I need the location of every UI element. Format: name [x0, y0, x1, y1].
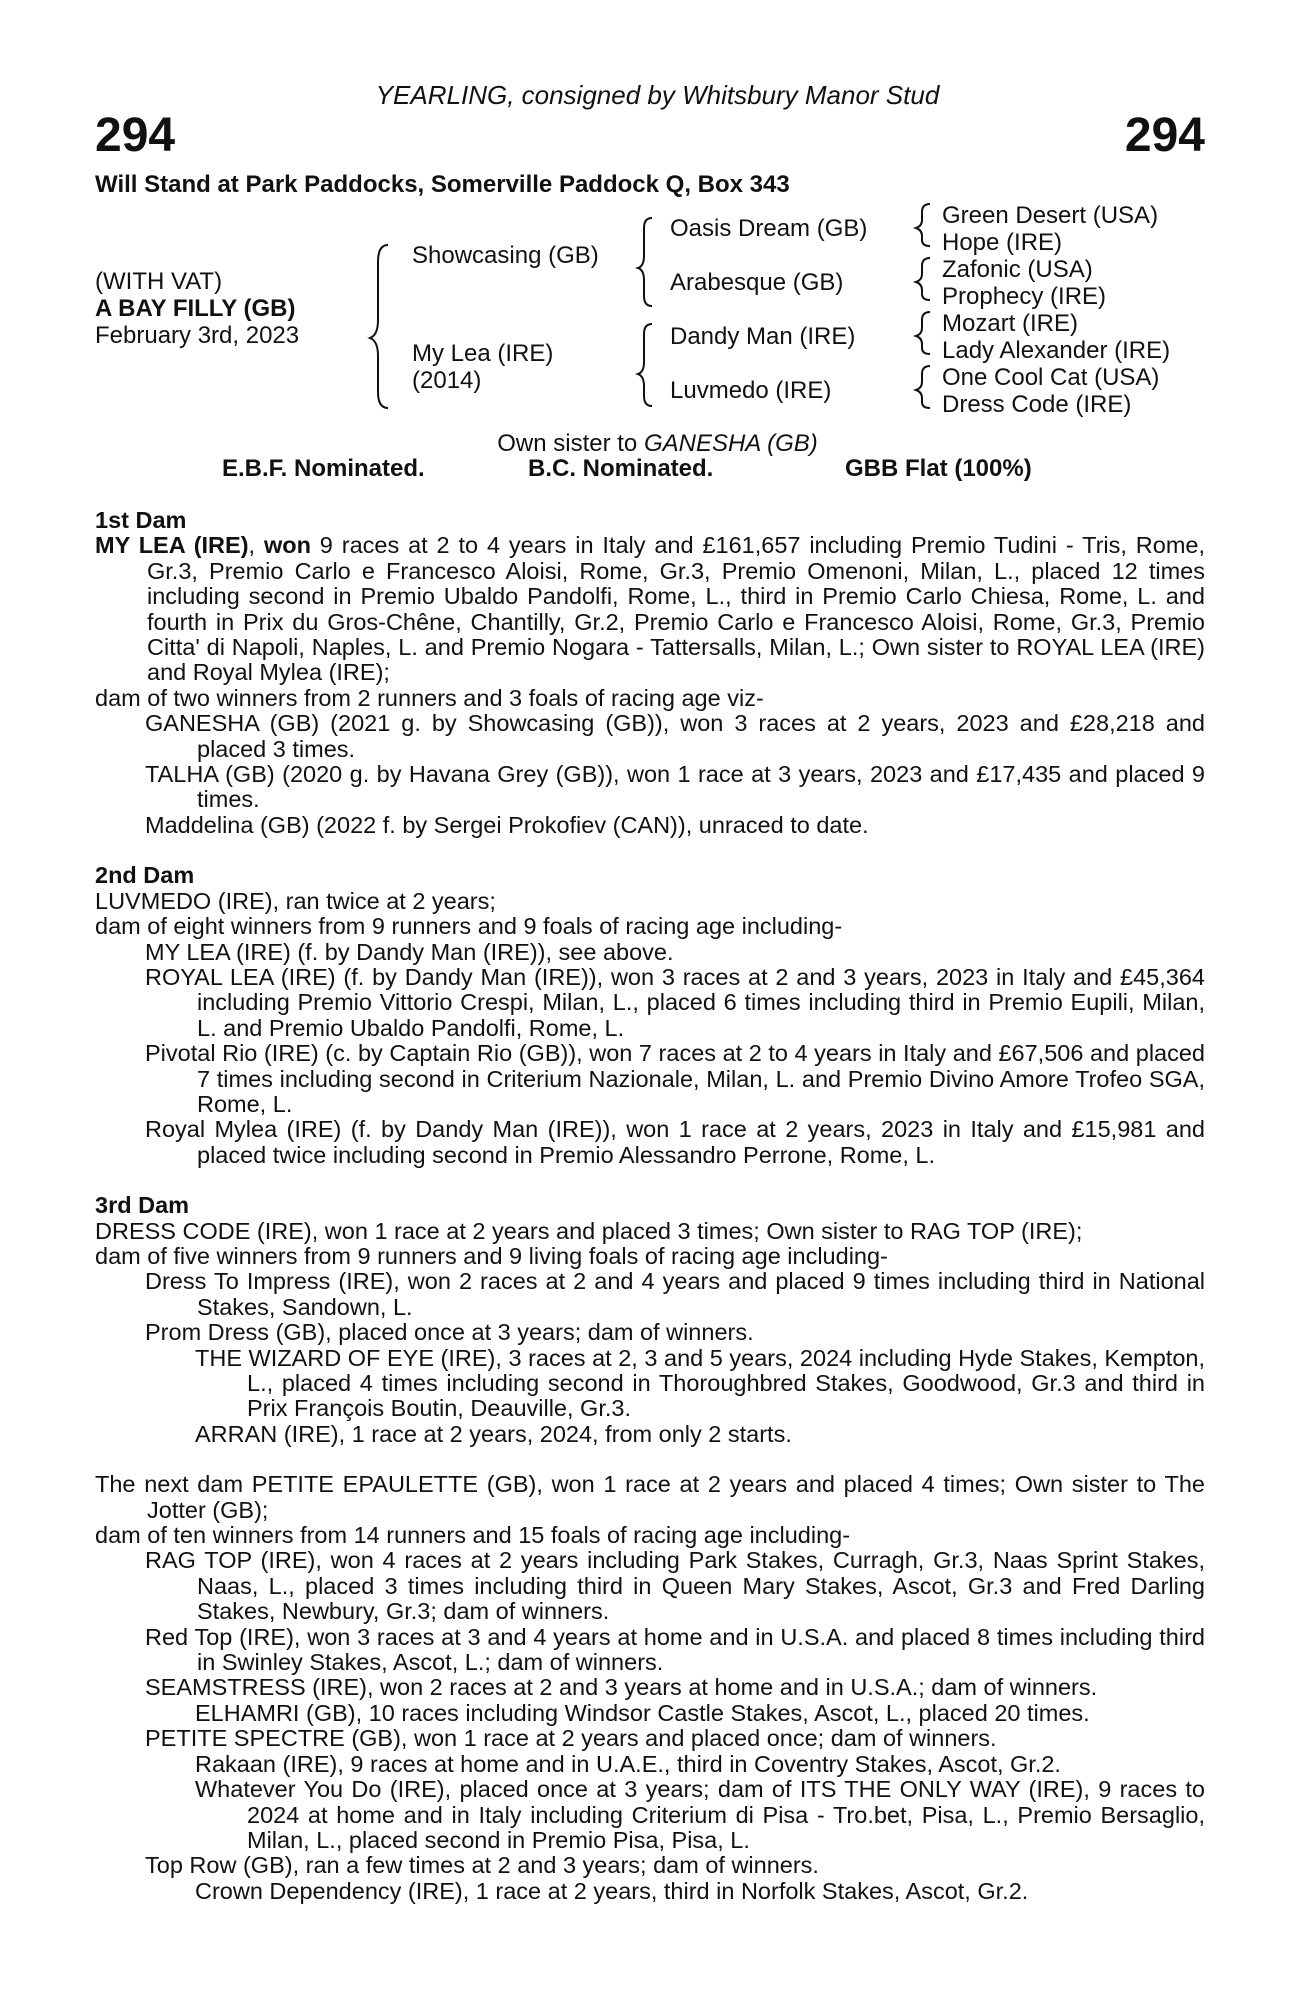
own-sister-prefix: Own sister to [497, 430, 644, 457]
produce-item: Whatever You Do (IRE), placed once at 3 years; dam of ITS THE ONLY WAY (IRE), 9 races to 2024 at home and in Italy including Criterium di Pisa - Tro.bet, Pisa, L., Premio Bersaglio, Milan, L., placed second in Premio Pisa, Pisa, L. [195, 1776, 1205, 1853]
produce-item: Rakaan (IRE), 9 races at home and in U.A.E., third in Coventry Stakes, Ascot, Gr.2. [195, 1750, 1061, 1777]
produce-item: RAG TOP (IRE), won 4 races at 2 years including Park Stakes, Curragh, Gr.3, Naas Sprint Stakes, Naas, L., placed 3 times including third in Queen Mary Stakes, Ascot, Gr.3 and Fred Darling Stakes, Newbury, Gr.3; dam of winners. [145, 1547, 1205, 1625]
ggp-2: Hope (IRE) [942, 229, 1063, 256]
brace-dam-line [638, 324, 652, 406]
sire-sire: Oasis Dream (GB) [670, 215, 868, 242]
dam-name: My Lea (IRE) [412, 340, 554, 367]
produce-item: Red Top (IRE), won 3 races at 3 and 4 years at home and in U.S.A. and placed 8 times including third in Swinley Stakes, Ascot, L.; dam of winners. [145, 1623, 1205, 1676]
brace-parents [370, 245, 388, 408]
produce-item: Crown Dependency (IRE), 1 race at 2 years, third in Norfolk Stakes, Ascot, Gr.2. [195, 1877, 1029, 1904]
brace-ggp-4 [916, 366, 930, 408]
ggp-8: Dress Code (IRE) [942, 391, 1132, 418]
produce-item: ELHAMRI (GB), 10 races including Windsor Castle Stakes, Ascot, L., placed 20 times. [195, 1699, 1090, 1726]
ggp-6: Lady Alexander (IRE) [942, 337, 1171, 364]
produce-item: MY LEA (IRE) (f. by Dandy Man (IRE)), see above. [145, 938, 674, 965]
produce-item: GANESHA (GB) (2021 g. by Showcasing (GB)), won 3 races at 2 years, 2023 and £28,218 and placed 3 times. [145, 710, 1205, 762]
first-dam-heading: 1st Dam [95, 507, 187, 533]
brace-ggp-3 [916, 312, 930, 354]
second-dam-record: LUVMEDO (IRE), ran twice at 2 years; [95, 887, 496, 914]
produce-item: Maddelina (GB) (2022 f. by Sergei Prokofiev (CAN)), unraced to date. [145, 811, 869, 838]
produce-item: ARRAN (IRE), 1 race at 2 years, 2024, from only 2 starts. [195, 1420, 792, 1447]
produce-item: SEAMSTRESS (IRE), won 2 races at 2 and 3 years at home and in U.S.A.; dam of winners. [145, 1674, 1098, 1701]
lot-number-left: 294 [95, 109, 176, 162]
second-dam-heading: 2nd Dam [95, 862, 195, 889]
produce-item: Top Row (GB), ran a few times at 2 and 3 years; dam of winners. [145, 1852, 819, 1879]
own-sister-line [0, 430, 1315, 458]
ggp-1: Green Desert (USA) [942, 202, 1159, 229]
horse-name: A BAY FILLY (GB) [95, 295, 296, 322]
bc-nomination: B.C. Nominated. [528, 455, 714, 482]
ebf-nomination: E.B.F. Nominated. [222, 455, 425, 482]
produce-item: Pivotal Rio (IRE) (c. by Captain Rio (GB)), won 7 races at 2 to 4 years in Italy and £67,506 and placed 7 times including second in Criterium Nazionale, Milan, L. and Premio Divino Amore Trofeo SGA, Rome, L. [145, 1040, 1205, 1117]
produce-item: TALHA (GB) (2020 g. by Havana Grey (GB)), won 1 race at 3 years, 2023 and £17,435 and placed 9 times. [145, 761, 1205, 813]
third-dam-produce-summary: dam of five winners from 9 runners and 9 living foals of racing age including- [95, 1242, 888, 1269]
sire-dam: Arabesque (GB) [670, 269, 844, 296]
catalogue-subtitle: YEARLING, consigned by Whitsbury Manor Stud [375, 80, 940, 110]
third-dam-heading: 3rd Dam [95, 1192, 190, 1219]
produce-item: ROYAL LEA (IRE) (f. by Dandy Man (IRE)), won 3 races at 2 and 3 years, 2023 in Italy and £45,364 including Premio Vittorio Crespi, Milan, L., placed 6 times including third in Premio Eupili, Milan, L. and Premio Ubaldo Pandolfi, Rome, L. [145, 963, 1205, 1041]
ggp-4: Prophecy (IRE) [942, 283, 1107, 310]
dam-dam: Luvmedo (IRE) [670, 377, 832, 404]
next-dam-record: The next dam PETITE EPAULETTE (GB), won 1 race at 2 years and placed 4 times; Own sister to The Jotter (GB); [95, 1471, 1205, 1523]
brace-ggp-2 [916, 258, 930, 300]
ggp-5: Mozart (IRE) [942, 310, 1079, 337]
dam-lines [95, 508, 1205, 1904]
dam-year: (2014) [412, 367, 482, 394]
first-dam-text: 9 races at 2 to 4 years in Italy and £161,657 including Premio Tudini - Tris, Rome, Gr.3, Premio Carlo e Francesco Aloisi, Rome, Gr.3, Premio Omenoni, Milan, L., placed 12 times including second in Premio Ubaldo Pandolfi, Rome, L., third in Premio Carlo Chiesa, Rome, L. and fourth in Prix du Gros-Chêne, Chantilly, Gr.2, Premio Carlo e Francesco Aloisi, Rome, Gr.3, Premio Citta' di Napoli, Naples, L. and Premio Nogara - Tattersalls, Milan, L.; Own sister to ROYAL LEA (IRE) and Royal Mylea (IRE); [147, 532, 1206, 686]
ggp-3: Zafonic (USA) [942, 256, 1093, 283]
foaling-date: February 3rd, 2023 [95, 322, 300, 349]
brace-sire-line [638, 218, 652, 306]
third-dam-record: DRESS CODE (IRE), won 1 race at 2 years and placed 3 times; Own sister to RAG TOP (IRE); [95, 1217, 1083, 1244]
dam-sire: Dandy Man (IRE) [670, 323, 856, 350]
gbb-flat: GBB Flat (100%) [845, 455, 1032, 482]
sire-name: Showcasing (GB) [412, 242, 599, 269]
lot-number-right: 294 [1124, 109, 1205, 162]
second-dam-produce-summary: dam of eight winners from 9 runners and 9 foals of racing age including- [95, 913, 843, 940]
brace-ggp-1 [916, 204, 930, 246]
produce-item: PETITE SPECTRE (GB), won 1 race at 2 years and placed once; dam of winners. [145, 1725, 997, 1752]
first-dam-name: MY LEA (IRE) [95, 532, 249, 559]
vat-note: (WITH VAT) [95, 268, 223, 295]
produce-item: THE WIZARD OF EYE (IRE), 3 races at 2, 3 and 5 years, 2024 including Hyde Stakes, Kempton, L., placed 4 times including second in Thoroughbred Stakes, Goodwood, Gr.3 and third in Prix François Boutin, Deauville, Gr.3. [195, 1344, 1205, 1422]
produce-item: Royal Mylea (IRE) (f. by Dandy Man (IRE)), won 1 race at 2 years, 2023 in Italy and £15,981 and placed twice including second in Premio Alessandro Perrone, Rome, L. [145, 1116, 1205, 1168]
first-dam-record: MY LEA (IRE), won 9 races at 2 to 4 years in Italy and £161,657 including Premio Tudini - Tris, Rome, Gr.3, Premio Carlo e Francesco Aloisi, Rome, Gr.3, Premio Omenoni, Milan, L., placed 12 times including second in Premio Ubaldo Pandolfi, Rome, L., third in Premio Carlo Chiesa, Rome, L. and fourth in Prix du Gros-Chêne, Chantilly, Gr.2, Premio Carlo e Francesco Aloisi, Rome, Gr.3, Premio Citta' di Napoli, Naples, L. and Premio Nogara - Tattersalls, Milan, L.; Own sister to ROYAL LEA (IRE) and Royal Mylea (IRE); [95, 532, 1206, 686]
first-dam-won: won [263, 532, 311, 559]
first-dam-produce-summary: dam of two winners from 2 runners and 3 foals of racing age viz- [95, 684, 764, 711]
stand-location: Will Stand at Park Paddocks, Somerville Paddock Q, Box 343 [95, 171, 790, 198]
produce-item: Dress To Impress (IRE), won 2 races at 2 and 4 years and placed 9 times including third in National Stakes, Sandown, L. [145, 1268, 1205, 1320]
produce-item: Prom Dress (GB), placed once at 3 years; dam of winners. [145, 1319, 754, 1346]
own-sister-name: GANESHA (GB) [643, 430, 818, 457]
ggp-7: One Cool Cat (USA) [942, 364, 1160, 391]
next-dam-produce-summary: dam of ten winners from 14 runners and 15 foals of racing age including- [95, 1522, 851, 1549]
